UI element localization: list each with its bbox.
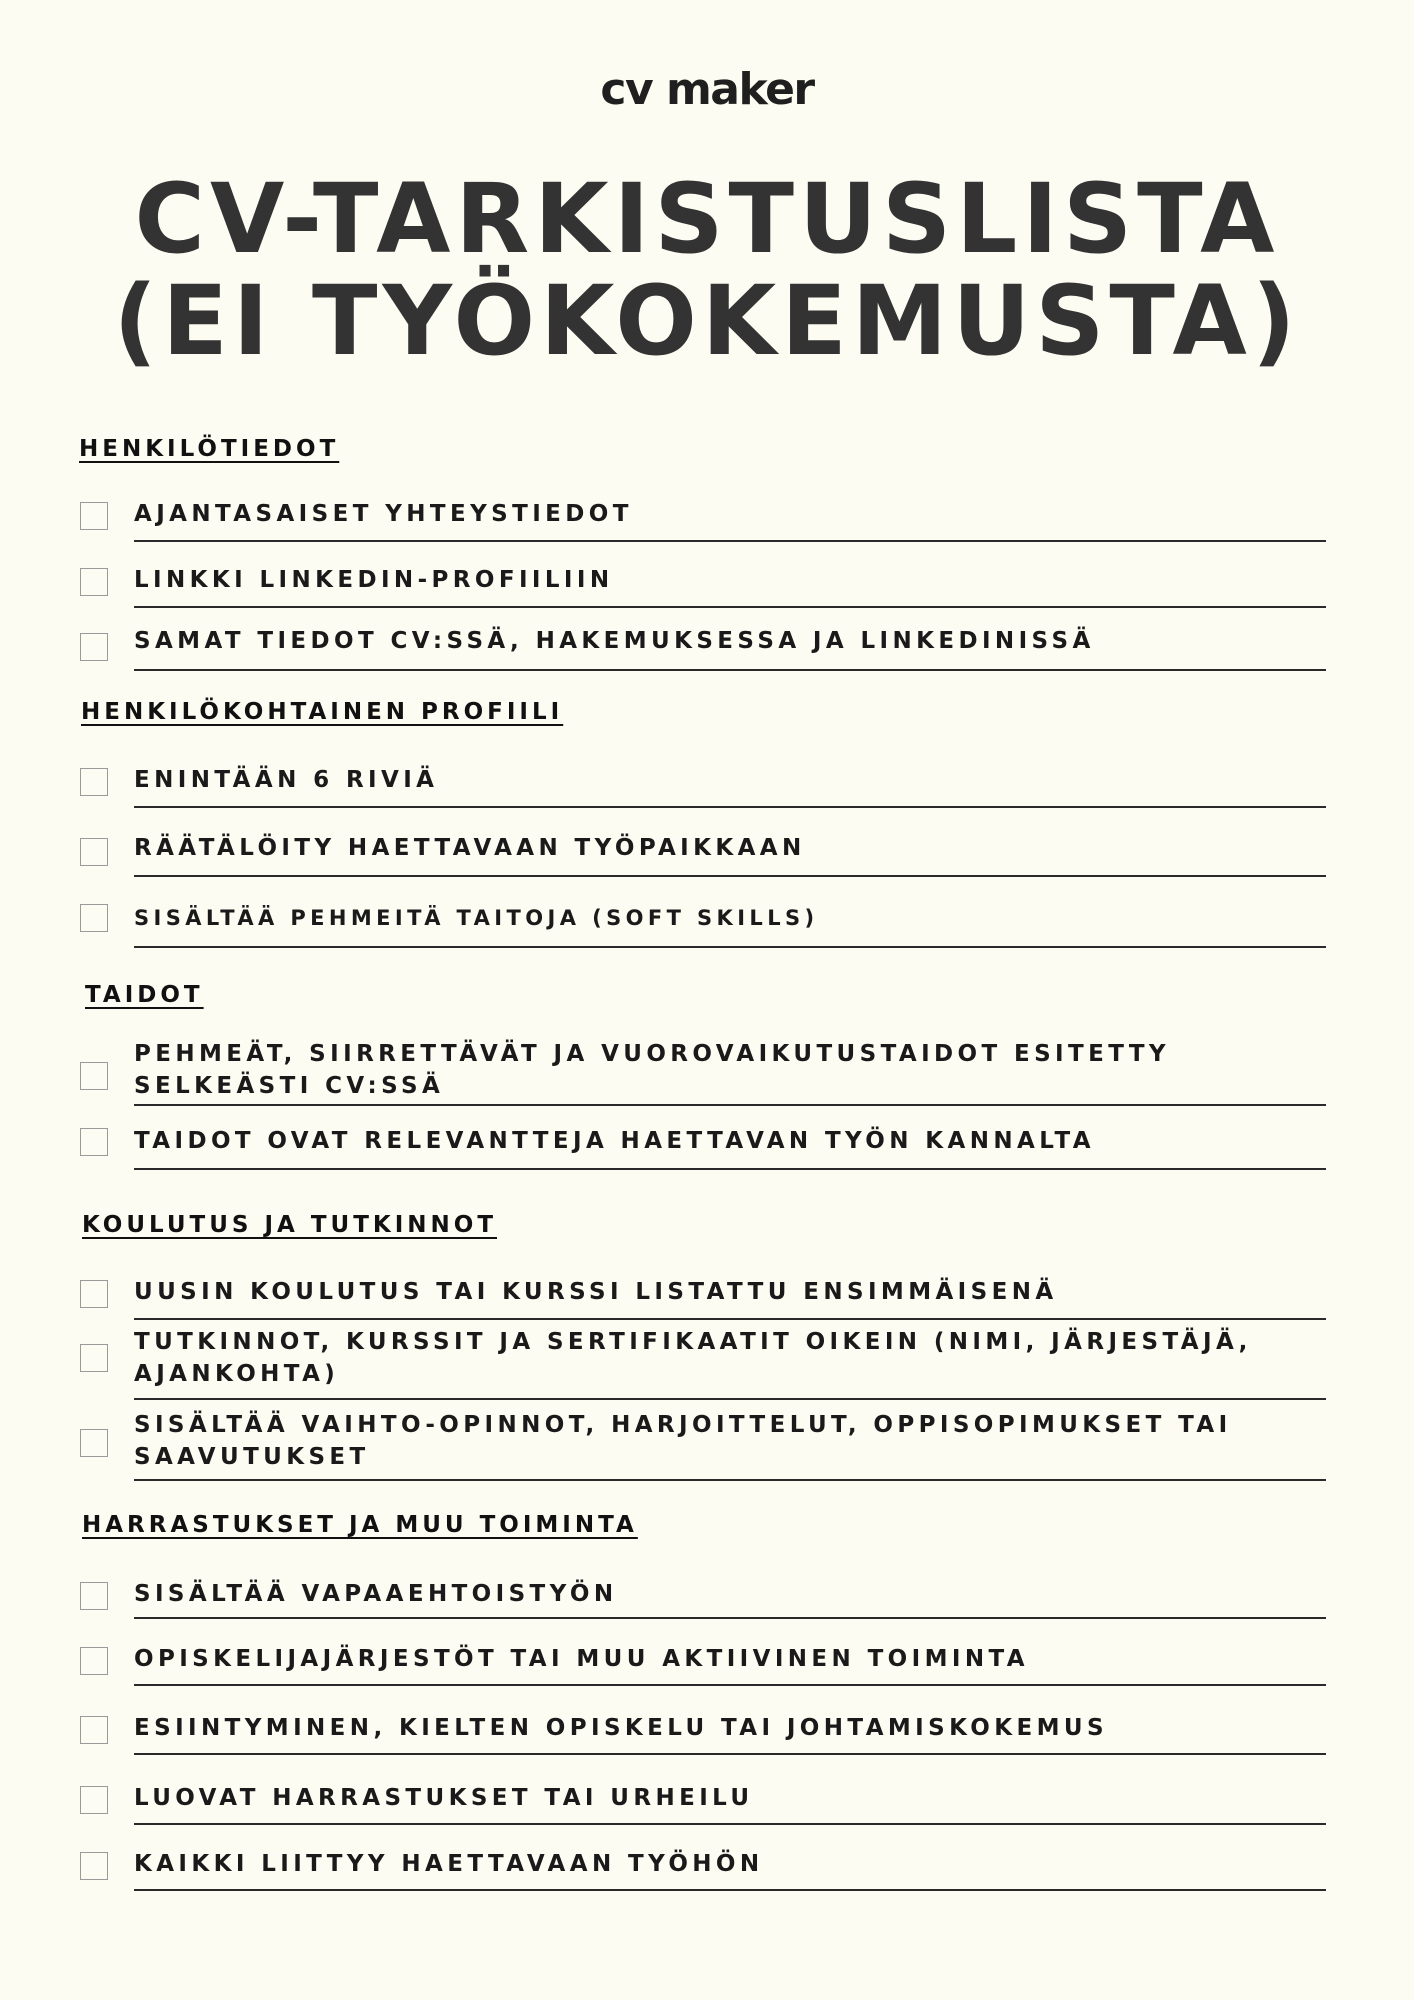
checklist-item-label: PEHMEÄT, SIIRRETTÄVÄT JA VUOROVAIKUTUSTAIDOT ESITETTY SELKEÄSTI CV:SSÄ (134, 1041, 1170, 1099)
checkbox[interactable] (80, 1582, 108, 1610)
answer-line (134, 1104, 1326, 1106)
checklist-item[interactable] (80, 902, 1326, 948)
checklist-item[interactable] (80, 1782, 1326, 1826)
checklist-item-label: SISÄLTÄÄ VAIHTO-OPINNOT, HARJOITTELUT, OPPISOPIMUKSET TAI SAAVUTUKSET (134, 1412, 1232, 1470)
section-heading-henkilotiedot: HENKILÖTIEDOT (79, 436, 340, 462)
checklist-item[interactable] (80, 1848, 1326, 1892)
checklist-item-label: ENINTÄÄN 6 RIVIÄ (134, 767, 439, 793)
checklist-item-label: TAIDOT OVAT RELEVANTTEJA HAETTAVAN TYÖN KANNALTA (134, 1128, 1095, 1154)
answer-line (134, 540, 1326, 542)
checklist-item[interactable] (80, 1326, 1326, 1398)
answer-line (134, 806, 1326, 808)
checkbox[interactable] (80, 1647, 108, 1675)
answer-line (134, 1479, 1326, 1481)
cv-maker-logo: cv maker (600, 64, 814, 115)
checkbox[interactable] (80, 1716, 108, 1744)
checklist-item[interactable] (80, 1712, 1326, 1756)
title-line-1: CV-TARKISTUSLISTA (134, 163, 1280, 275)
checkbox[interactable] (80, 502, 108, 530)
checkbox[interactable] (80, 568, 108, 596)
checkbox[interactable] (80, 1852, 108, 1880)
checklist-item-label: RÄÄTÄLÖITY HAETTAVAAN TYÖPAIKKAAN (134, 835, 806, 861)
answer-line (134, 1168, 1326, 1170)
checklist-item[interactable] (80, 1276, 1326, 1320)
checklist-item-label: SAMAT TIEDOT CV:SSÄ, HAKEMUKSESSA JA LINKEDINISSÄ (134, 628, 1095, 654)
answer-line (134, 1318, 1326, 1320)
checkbox[interactable] (80, 1280, 108, 1308)
section-heading-taidot: TAIDOT (85, 982, 204, 1008)
checkbox[interactable] (80, 838, 108, 866)
checklist-item[interactable] (80, 564, 1326, 608)
checklist-item[interactable] (80, 1643, 1326, 1687)
answer-line (134, 606, 1326, 608)
checkbox[interactable] (80, 1429, 108, 1457)
checklist-item-label: LINKKI LINKEDIN-PROFIILIIN (134, 567, 614, 593)
answer-line (134, 1823, 1326, 1825)
checkbox[interactable] (80, 633, 108, 661)
answer-line (134, 1617, 1326, 1619)
answer-line (134, 1753, 1326, 1755)
answer-line (134, 1889, 1326, 1891)
checklist-item-label: TUTKINNOT, KURSSIT JA SERTIFIKAATIT OIKEIN (NIMI, JÄRJESTÄJÄ, AJANKOHTA) (134, 1329, 1252, 1387)
checklist-item[interactable] (80, 1409, 1326, 1479)
answer-line (134, 1684, 1326, 1686)
answer-line (134, 875, 1326, 877)
section-heading-harrastukset-ja-muu-toiminta: HARRASTUKSET JA MUU TOIMINTA (82, 1512, 638, 1538)
checklist-item[interactable] (80, 1125, 1326, 1171)
checkbox[interactable] (80, 1344, 108, 1372)
checklist-item-label: AJANTASAISET YHTEYSTIEDOT (134, 501, 633, 527)
section-heading-henkilokohtainen-profiili: HENKILÖKOHTAINEN PROFIILI (81, 699, 564, 725)
checklist-item[interactable] (80, 764, 1326, 808)
checklist-item-label: UUSIN KOULUTUS TAI KURSSI LISTATTU ENSIMMÄISENÄ (134, 1279, 1058, 1305)
checklist-item-label: OPISKELIJAJÄRJESTÖT TAI MUU AKTIIVINEN TOIMINTA (134, 1646, 1029, 1672)
answer-line (134, 669, 1326, 671)
checklist-item[interactable] (80, 1038, 1326, 1104)
checklist-item-label: SISÄLTÄÄ VAPAAEHTOISTYÖN (134, 1581, 618, 1607)
checkbox[interactable] (80, 768, 108, 796)
checkbox[interactable] (80, 1128, 108, 1156)
checklist-item-label: ESIINTYMINEN, KIELTEN OPISKELU TAI JOHTAMISKOKEMUS (134, 1715, 1108, 1741)
checklist-item-label: LUOVAT HARRASTUKSET TAI URHEILU (134, 1785, 754, 1811)
checkbox[interactable] (80, 904, 108, 932)
title-line-2: (EI TYÖKOKEMUSTA) (113, 265, 1301, 377)
page-title (0, 163, 1414, 377)
checklist-item[interactable] (80, 498, 1326, 542)
checkbox[interactable] (80, 1062, 108, 1090)
checklist-item-label: KAIKKI LIITTYY HAETTAVAAN TYÖHÖN (134, 1851, 764, 1877)
answer-line (134, 1398, 1326, 1400)
checklist-item[interactable] (80, 832, 1326, 878)
answer-line (134, 946, 1326, 948)
checklist-item[interactable] (80, 1578, 1326, 1620)
checklist-item[interactable] (80, 625, 1326, 673)
checkbox[interactable] (80, 1786, 108, 1814)
checklist-item-label: SISÄLTÄÄ PEHMEITÄ TAITOJA (SOFT SKILLS) (134, 906, 819, 930)
section-heading-koulutus-ja-tutkinnot: KOULUTUS JA TUTKINNOT (82, 1212, 498, 1238)
